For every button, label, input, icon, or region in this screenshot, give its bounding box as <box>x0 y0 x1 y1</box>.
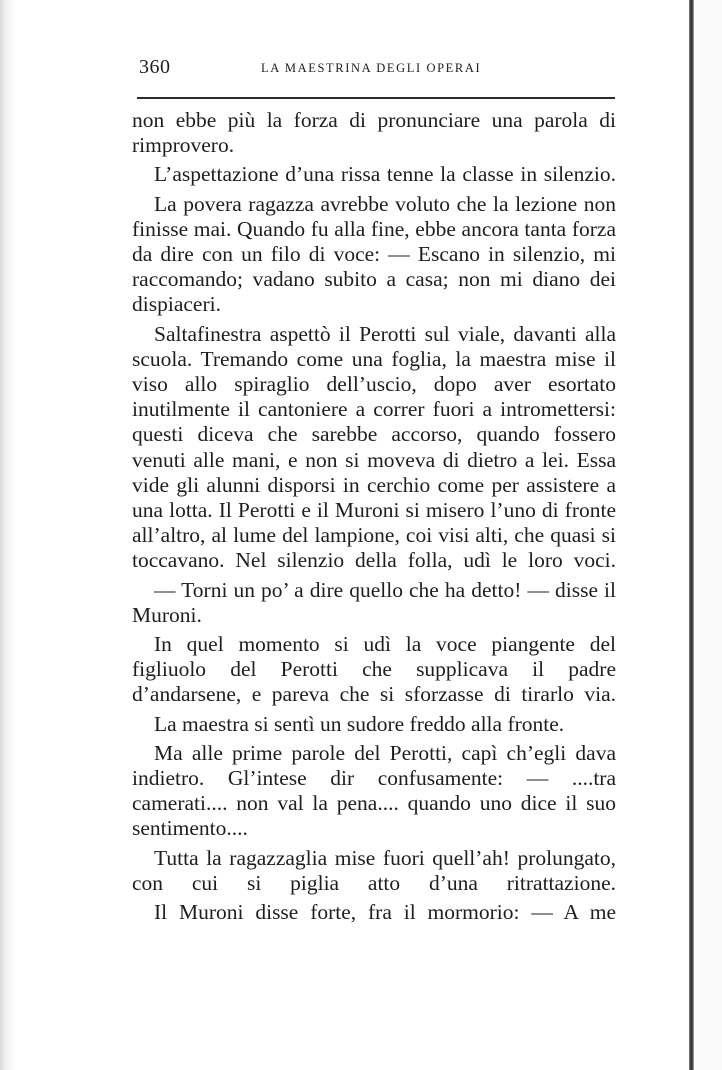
page-number: 360 <box>139 56 171 78</box>
paragraph: Ma alle prime parole del Perotti, capì ch’egli dava indietro. Gl’intese dir confusamente: — ....tra camerati.... non val la pena.... quando uno dice il suo sentimento.... <box>132 740 616 841</box>
paragraph: Saltafinestra aspettò il Perotti sul viale, davanti alla scuola. Tremando come una foglia, la maestra mise il viso allo spiraglio dell’uscio, dopo aver esortato inutilmente il cantoniere a correr fuori a intromettersi: questi diceva che sarebbe accorso, quando fossero venuti alle mani, e non si moveva di dietro a lei. Essa vide gli alunni disporsi in cerchio come per assistere a una lotta. Il Perotti e il Muroni si misero l’uno di fronte all’altro, al lume del lampione, coi visi alti, che quasi si toccavano. Nel silenzio della folla, udì le loro voci. <box>132 321 616 573</box>
running-title: LA MAESTRINA DEGLI OPERAI <box>261 61 482 75</box>
paragraph: L’aspettazione d’una rissa tenne la classe in silenzio. <box>154 162 616 187</box>
paragraph: La povera ragazza avrebbe voluto che la lezione non finisse mai. Quando fu alla fine, ebbe ancora tanta forza da dire con un filo di voce: — Escano in silenzio, mi raccomando; vadano subito a casa; non mi diano dei dispiaceri. <box>132 191 616 317</box>
header-rule <box>137 97 615 99</box>
paragraph: La maestra si sentì un sudore freddo alla fronte. <box>154 711 565 736</box>
page-outer-margin <box>694 0 722 1070</box>
paragraph: Tutta la ragazzaglia mise fuori quell’ah! prolungato, con cui si piglia atto d’una ritrattazione. <box>132 845 616 895</box>
paragraph: In quel momento si udì la voce piangente del figliuolo del Perotti che supplicava il padre d’andarsene, e pareva che si sforzasse di tirarlo via. <box>132 632 616 707</box>
paragraph: — Torni un po’ a dire quello che ha detto! — disse il Muroni. <box>132 577 616 627</box>
page-header <box>139 56 615 86</box>
paragraph: Il Muroni disse forte, fra il mormorio: — A me <box>154 900 616 925</box>
paragraph: non ebbe più la forza di pronunciare una parola di rimprovero. <box>132 108 616 158</box>
body-text <box>132 108 616 929</box>
page-gutter-shadow <box>0 0 16 1070</box>
